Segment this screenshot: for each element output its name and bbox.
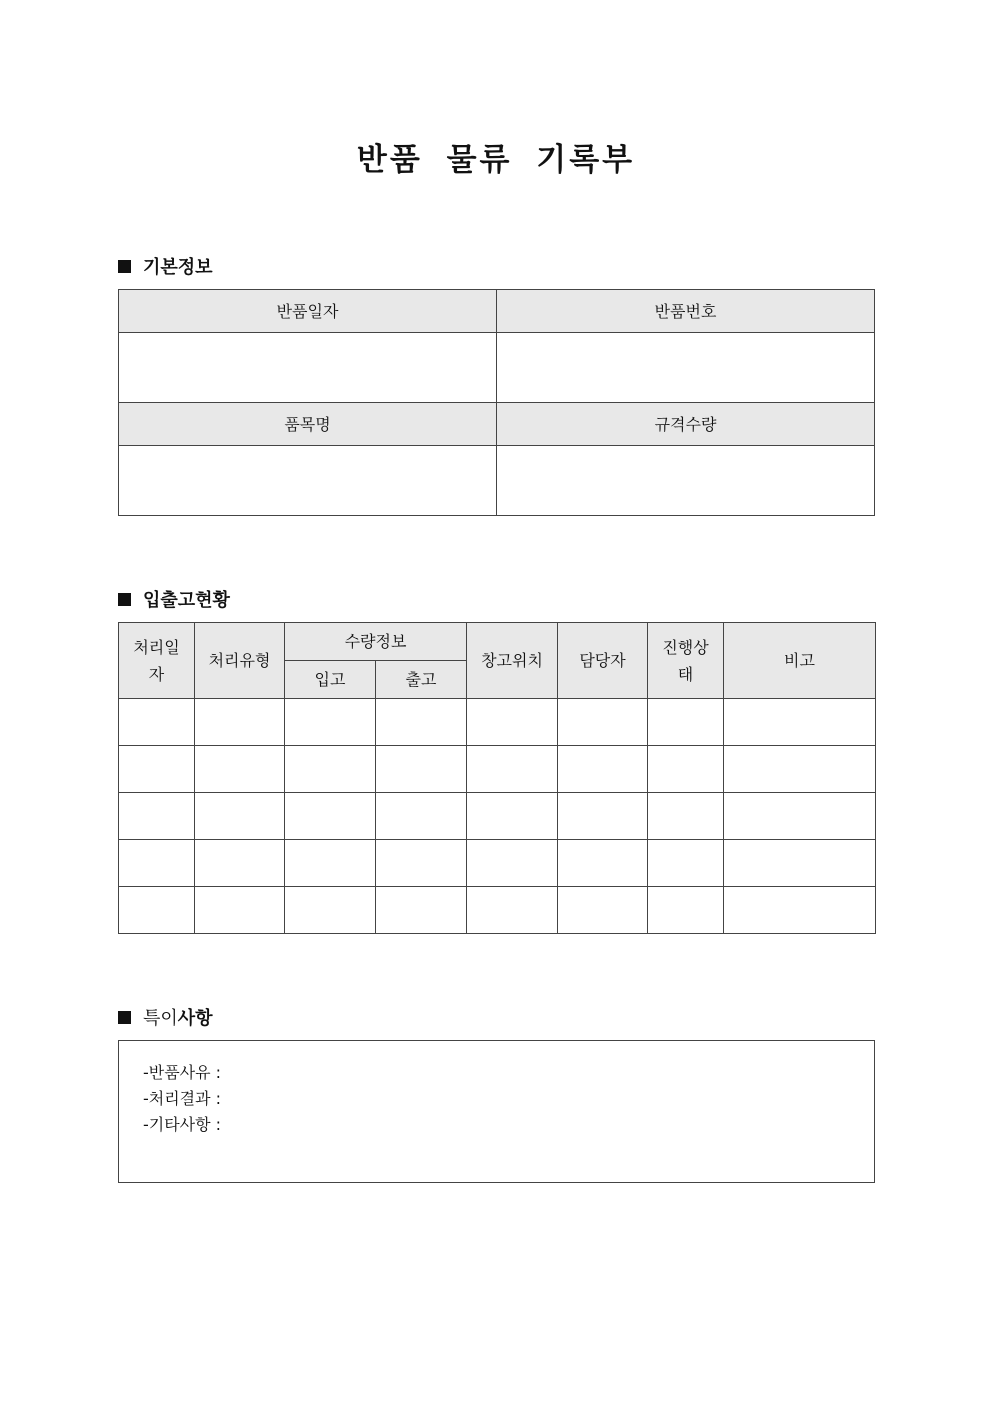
table-cell[interactable] xyxy=(285,746,376,793)
table-cell[interactable] xyxy=(195,699,285,746)
section-title: 기본정보 xyxy=(143,257,213,278)
header-outbound: 출고 xyxy=(376,661,467,699)
table-row xyxy=(119,699,876,746)
table-row xyxy=(119,887,876,934)
square-bullet-icon xyxy=(118,593,131,606)
header-remarks: 비고 xyxy=(724,623,876,699)
note-return-reason: -반품사유 : xyxy=(143,1063,222,1082)
notes-box[interactable] xyxy=(118,1040,875,1183)
note-process-result: -처리결과 : xyxy=(143,1089,222,1108)
section-heading-notes xyxy=(118,1004,213,1030)
table-cell[interactable] xyxy=(724,840,876,887)
table-cell[interactable] xyxy=(467,699,558,746)
table-cell[interactable] xyxy=(648,887,724,934)
table-cell[interactable] xyxy=(195,746,285,793)
table-row xyxy=(119,840,876,887)
table-cell[interactable] xyxy=(467,793,558,840)
io-status-table xyxy=(118,622,876,934)
table-cell[interactable] xyxy=(119,887,195,934)
table-cell[interactable] xyxy=(558,840,648,887)
header-inbound: 입고 xyxy=(285,661,376,699)
table-cell[interactable] xyxy=(285,699,376,746)
table-cell[interactable] xyxy=(558,793,648,840)
header-return-date: 반품일자 xyxy=(119,290,497,333)
table-cell[interactable] xyxy=(648,793,724,840)
table-cell[interactable] xyxy=(285,887,376,934)
spec-quantity-cell[interactable] xyxy=(497,446,875,516)
table-cell[interactable] xyxy=(467,887,558,934)
table-cell[interactable] xyxy=(724,887,876,934)
table-cell[interactable] xyxy=(119,699,195,746)
table-cell[interactable] xyxy=(285,840,376,887)
header-warehouse-location: 창고위치 xyxy=(467,623,558,699)
table-cell[interactable] xyxy=(376,887,467,934)
header-quantity-info: 수량정보 xyxy=(285,623,467,661)
note-other: -기타사항 : xyxy=(143,1115,222,1134)
square-bullet-icon xyxy=(118,1011,131,1024)
table-cell[interactable] xyxy=(195,887,285,934)
table-cell[interactable] xyxy=(376,746,467,793)
table-cell[interactable] xyxy=(467,746,558,793)
table-cell[interactable] xyxy=(558,887,648,934)
section-heading-io-status xyxy=(118,586,230,612)
table-cell[interactable] xyxy=(119,746,195,793)
section-title: 입출고현황 xyxy=(143,590,230,611)
table-cell[interactable] xyxy=(195,793,285,840)
table-cell[interactable] xyxy=(376,793,467,840)
header-item-name: 품목명 xyxy=(119,403,497,446)
section-title-suffix: 사항 xyxy=(177,1008,213,1029)
table-cell[interactable] xyxy=(376,699,467,746)
table-cell[interactable] xyxy=(724,699,876,746)
basic-info-table xyxy=(118,289,875,516)
table-cell[interactable] xyxy=(376,840,467,887)
section-title-prefix: 특이 xyxy=(143,1008,178,1029)
table-cell[interactable] xyxy=(724,746,876,793)
table-cell[interactable] xyxy=(558,699,648,746)
table-cell[interactable] xyxy=(648,840,724,887)
return-date-cell[interactable] xyxy=(119,333,497,403)
table-cell[interactable] xyxy=(724,793,876,840)
section-heading-basic-info xyxy=(118,253,213,279)
table-cell[interactable] xyxy=(558,746,648,793)
table-row xyxy=(119,746,876,793)
table-cell[interactable] xyxy=(467,840,558,887)
table-cell[interactable] xyxy=(119,840,195,887)
header-process-date: 처리일자 xyxy=(119,623,195,699)
table-cell[interactable] xyxy=(285,793,376,840)
header-progress-status: 진행상태 xyxy=(648,623,724,699)
table-cell[interactable] xyxy=(119,793,195,840)
return-number-cell[interactable] xyxy=(497,333,875,403)
header-spec-quantity: 규격수량 xyxy=(497,403,875,446)
header-return-number: 반품번호 xyxy=(497,290,875,333)
square-bullet-icon xyxy=(118,260,131,273)
table-cell[interactable] xyxy=(648,699,724,746)
header-process-type: 처리유형 xyxy=(195,623,285,699)
table-cell[interactable] xyxy=(648,746,724,793)
header-manager: 담당자 xyxy=(558,623,648,699)
table-row xyxy=(119,793,876,840)
table-cell[interactable] xyxy=(195,840,285,887)
document-title: 반품 물류 기록부 xyxy=(356,142,636,178)
item-name-cell[interactable] xyxy=(119,446,497,516)
